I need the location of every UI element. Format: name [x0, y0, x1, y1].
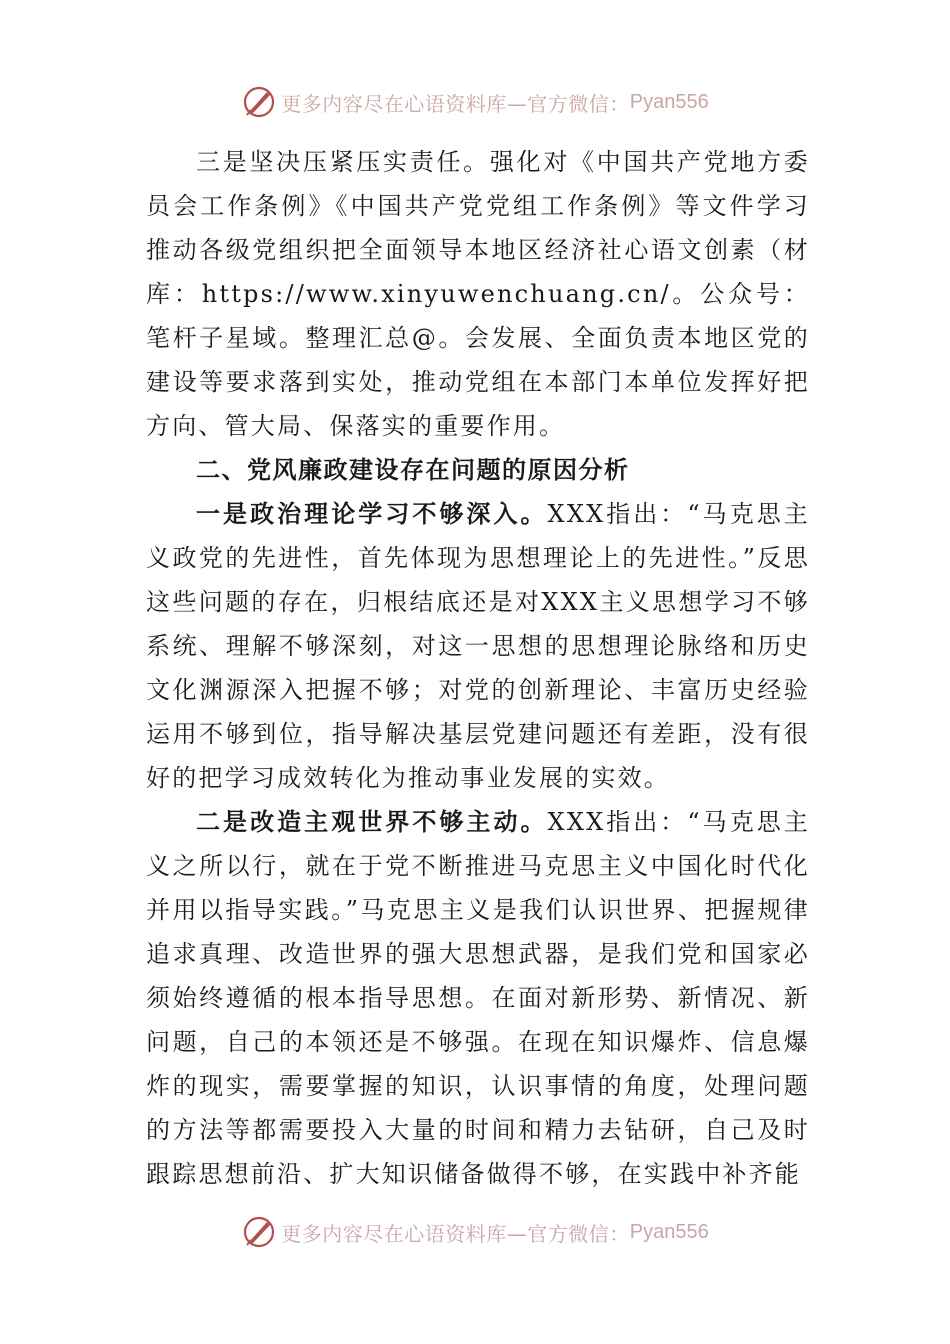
document-body — [146, 140, 810, 1196]
section-heading: 二、党风廉政建设存在问题的原因分析 — [196, 455, 630, 484]
quill-pen-circle-icon — [241, 84, 277, 120]
paragraph-responsibility — [146, 140, 810, 448]
paragraph-text: XXX指出：“马克思主义政党的先进性，首先体现为思想理论上的先进性。”反思这些问题的存在，归根结底还是对XXX主义思想学习不够系统、理解不够深刻，对这一思想的思想理论脉络和历史文化渊源深入把握不够；对党的创新理论、丰富历史经验运用不够到位，指导解决基层党建问题还有差距，没有很好的把学习成效转化为推动事业发展的实效。 — [146, 500, 810, 792]
paragraph-subjective-world — [146, 800, 810, 1196]
paragraph-text: 三是坚决压紧压实责任。强化对《中国共产党地方委员会工作条例》《中国共产党党组工作条例》等文件学习推动各级党组织把全面领导本地区经济社心语文创素（材库：https://www.xinyuwenchuang.cn/。公众号：笔杆子星域。整理汇总@。会发展、全面负责本地区党的建设等要求落到实处，推动党组在本部门本单位发挥好把方向、管大局、保落实的重要作用。 — [146, 148, 810, 440]
paragraph-lead: 二是改造主观世界不够主动。 — [196, 807, 548, 836]
quill-pen-circle-icon — [241, 1214, 277, 1250]
banner-wechat-id: Pyan556 — [629, 1220, 709, 1243]
footer-banner — [0, 1212, 950, 1252]
banner-text: 更多内容尽在心语资料库—官方微信： — [281, 1221, 630, 1246]
header-banner — [0, 82, 950, 122]
paragraph-text: XXX指出：“马克思主义之所以行，就在于党不断推进马克思主义中国化时代化并用以指导实践。”马克思主义是我们认识世界、把握规律追求真理、改造世界的强大思想武器，是我们党和国家必须始终遵循的根本指导思想。在面对新形势、新情况、新问题，自己的本领还是不够强。在现在知识爆炸、信息爆炸的现实，需要掌握的知识，认识事情的角度，处理问题的方法等都需要投入大量的时间和精力去钻研，自己及时跟踪思想前沿、扩大知识储备做得不够，在实践中补齐能 — [146, 808, 810, 1188]
banner-wechat-id: Pyan556 — [629, 90, 709, 113]
paragraph-lead: 一是政治理论学习不够深入。 — [196, 499, 548, 528]
banner-text: 更多内容尽在心语资料库—官方微信： — [281, 91, 630, 116]
paragraph-theory-study — [146, 492, 810, 800]
